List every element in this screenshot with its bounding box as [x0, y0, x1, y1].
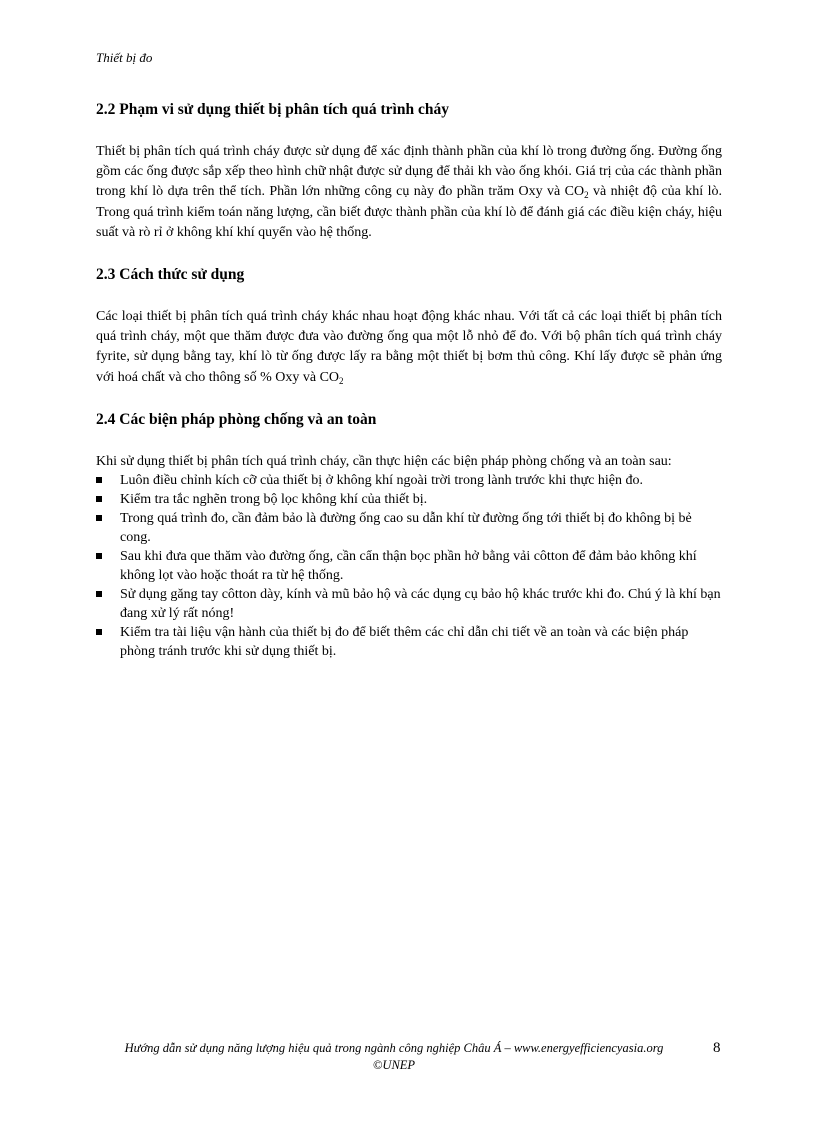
paragraph-text-cont: và nhiệt độ của khí lò. Trong quá trình kiểm toán năng lượng, cần biết được thành phần của khí lò để đánh giá các điều kiện cháy, hiệu suất và rò rỉ ở không khí khí quyển vào hệ thống. [96, 184, 722, 240]
section-heading: 2.3 Cách thức sử dụng [96, 266, 245, 284]
section-heading: 2.4 Các biện pháp phòng chống và an toàn [96, 410, 377, 428]
section-paragraph [96, 307, 722, 388]
footer-line: Hướng dẫn sử dụng năng lượng hiệu quả trong ngành công nghiệp Châu Á – www.energyefficiencyasia.org [124, 1041, 664, 1055]
list-item [96, 471, 722, 490]
page-content [96, 100, 722, 683]
footer-copyright: ©UNEP [372, 1058, 416, 1072]
list-item [96, 623, 722, 661]
safety-list [96, 471, 722, 661]
subscript-2: 2 [584, 190, 589, 201]
square-bullet-icon [96, 496, 102, 502]
paragraph-text: Các loại thiết bị phân tích quá trình cháy khác nhau hoạt động khác nhau. Với tất cả các loại thiết bị phân tích quá trình cháy, một que thăm được đưa vào đường ống qua một lỗ nhỏ để đo. Với bộ phân tích quá trình cháy fyrite, sử dụng bằng tay, khí lò từ ống được lấy ra bằng một thiết bị bơm thủ công. Khí lấy được sẽ phản ứng với hoá chất và cho thông số % Oxy và CO [96, 309, 722, 385]
section-2-4 [96, 410, 722, 661]
section-heading: 2.2 Phạm vi sử dụng thiết bị phân tích quá trình cháy [96, 101, 449, 118]
square-bullet-icon [96, 515, 102, 521]
list-item-text: Trong quá trình đo, cần đảm bảo là đường ống cao su dẫn khí từ đường ống tới thiết bị đo không bị bẻ cong. [120, 510, 692, 545]
list-item [96, 585, 722, 623]
list-item-text: Luôn điều chỉnh kích cỡ của thiết bị ở không khí ngoài trời trong lành trước khi thực hiện đo. [120, 472, 644, 488]
list-item-text: Kiểm tra tắc nghẽn trong bộ lọc không khí của thiết bị. [120, 491, 428, 507]
list-item [96, 547, 722, 585]
list-item-text: Sử dụng găng tay côtton dày, kính và mũ bảo hộ và các dụng cụ bảo hộ khác trước khi đo. Chú ý là khí bạn đang xử lý rất nóng! [120, 586, 721, 621]
paragraph-text: Thiết bị phân tích quá trình cháy được sử dụng để xác định thành phần của khí lò trong đường ống. Đường ống gồm các ống được sắp xếp theo hình chữ nhật được sử dụng để thải kh vào ống khói. Giá trị của các thành phần trong khí lò dựa trên thể tích. Phần lớn những công cụ này đo phần trăm Oxy và CO [96, 144, 722, 200]
page-number: 8 [713, 1040, 721, 1056]
square-bullet-icon [96, 629, 102, 635]
list-item-text: Kiểm tra tài liệu vận hành của thiết bị đo để biết thêm các chỉ dẫn chi tiết về an toàn và các biện pháp phòng tránh trước khi sử dụng thiết bị. [120, 624, 689, 659]
list-item [96, 509, 722, 547]
section-2-2 [96, 100, 722, 243]
list-item [96, 490, 722, 509]
page-footer [92, 1040, 696, 1074]
square-bullet-icon [96, 553, 102, 559]
square-bullet-icon [96, 477, 102, 483]
subscript-2: 2 [339, 375, 344, 386]
section-2-3 [96, 265, 722, 388]
section-intro: Khi sử dụng thiết bị phân tích quá trình cháy, cần thực hiện các biện pháp phòng chống và an toàn sau: [96, 453, 672, 469]
list-item-text: Sau khi đưa que thăm vào đường ống, cần cẩn thận bọc phần hở bằng vải côtton để đảm bảo không khí không lọt vào hoặc thoát ra từ hệ thống. [120, 548, 697, 583]
section-paragraph [96, 142, 722, 243]
running-header: Thiết bị đo [96, 50, 153, 65]
square-bullet-icon [96, 591, 102, 597]
